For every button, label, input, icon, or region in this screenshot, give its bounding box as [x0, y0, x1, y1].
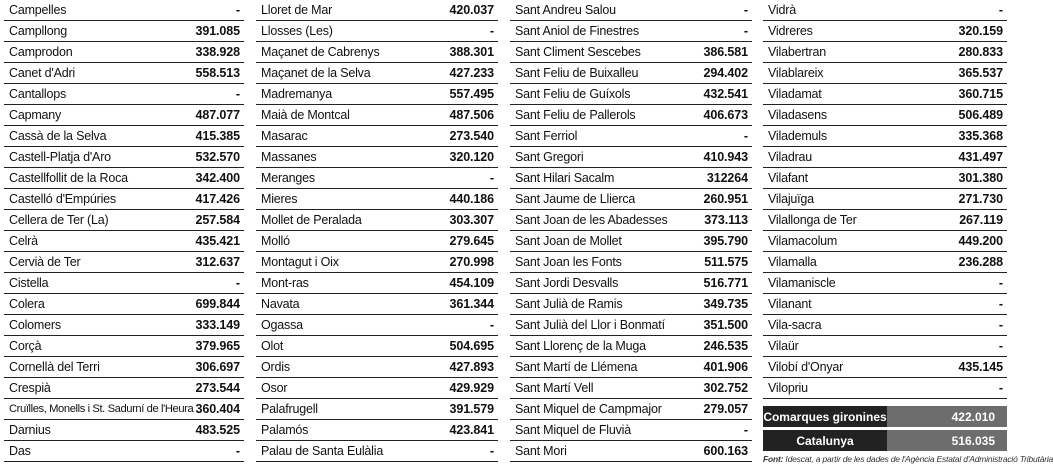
- municipality-name: Navata: [261, 297, 300, 311]
- municipality-value: 516.771: [703, 276, 748, 290]
- table-row: [763, 273, 1007, 294]
- municipality-value: 360.404: [195, 402, 240, 416]
- table-row: [256, 378, 498, 399]
- municipality-name: Montagut i Oix: [261, 255, 339, 269]
- municipality-column-4: [763, 0, 1007, 399]
- table-row: [256, 336, 498, 357]
- municipality-name: Capmany: [9, 108, 62, 122]
- municipality-value: 401.906: [703, 360, 748, 374]
- municipality-value: -: [998, 276, 1003, 290]
- municipality-name: Sant Mori: [515, 444, 567, 458]
- municipality-name: Llosses (Les): [261, 24, 333, 38]
- municipality-value: -: [235, 276, 240, 290]
- table-row: [4, 441, 244, 462]
- table-row: [763, 168, 1007, 189]
- table-row: [510, 357, 752, 378]
- table-row: [763, 210, 1007, 231]
- municipality-value: 279.057: [703, 402, 748, 416]
- municipality-name: Maçanet de la Selva: [261, 66, 371, 80]
- municipality-name: Cantallops: [9, 87, 67, 101]
- municipality-value: 449.200: [958, 234, 1003, 248]
- municipality-column-2: [256, 0, 498, 462]
- municipality-name: Vilabertran: [768, 45, 827, 59]
- municipality-name: Palafrugell: [261, 402, 318, 416]
- municipality-value: 423.841: [449, 423, 494, 437]
- table-row: [4, 21, 244, 42]
- municipality-name: Sant Joan les Fonts: [515, 255, 622, 269]
- municipality-value: 417.426: [195, 192, 240, 206]
- table-row: [763, 126, 1007, 147]
- table-row: [256, 252, 498, 273]
- table-row: [510, 399, 752, 420]
- table-row: [256, 231, 498, 252]
- table-row: [510, 420, 752, 441]
- municipality-value: -: [998, 3, 1003, 17]
- table-row: [4, 378, 244, 399]
- table-row: [4, 252, 244, 273]
- municipality-name: Sant Ferriol: [515, 129, 578, 143]
- table-row: [763, 21, 1007, 42]
- municipality-name: Vilablareix: [768, 66, 824, 80]
- municipality-value: 487.506: [449, 108, 494, 122]
- municipality-name: Maià de Montcal: [261, 108, 350, 122]
- table-row: [4, 273, 244, 294]
- municipality-name: Ogassa: [261, 318, 303, 332]
- table-row: [763, 63, 1007, 84]
- municipality-value: 267.119: [959, 213, 1003, 227]
- table-row: [763, 252, 1007, 273]
- municipality-value: 246.535: [703, 339, 748, 353]
- municipality-value: 429.929: [449, 381, 494, 395]
- table-row: [763, 84, 1007, 105]
- table-row: [4, 315, 244, 336]
- municipality-value: 391.579: [449, 402, 494, 416]
- municipality-value: -: [743, 423, 748, 437]
- municipality-name: Sant Miquel de Campmajor: [515, 402, 662, 416]
- municipality-value: -: [489, 444, 494, 458]
- municipality-name: Das: [9, 444, 31, 458]
- municipality-value: 257.584: [195, 213, 240, 227]
- municipality-name: Cruïlles, Monells i St. Sadurní de l'Heura: [9, 403, 194, 415]
- municipality-name: Celrà: [9, 234, 38, 248]
- municipality-value: -: [998, 381, 1003, 395]
- table-row: [763, 42, 1007, 63]
- table-row: [256, 210, 498, 231]
- municipality-name: Sant Jaume de Llierca: [515, 192, 636, 206]
- municipality-name: Cistella: [9, 276, 49, 290]
- municipality-name: Viladasens: [768, 108, 827, 122]
- municipality-value: -: [998, 297, 1003, 311]
- municipality-name: Vilaür: [768, 339, 799, 353]
- summary-value: 516.035: [887, 430, 1007, 451]
- table-row: [4, 126, 244, 147]
- source-prefix: Font:: [763, 454, 784, 464]
- municipality-name: Vilamalla: [768, 255, 817, 269]
- municipality-value: 301.380: [958, 171, 1003, 185]
- municipality-name: Vilafant: [768, 171, 808, 185]
- municipality-value: -: [235, 3, 240, 17]
- municipality-value: 273.544: [195, 381, 240, 395]
- municipality-value: -: [998, 339, 1003, 353]
- table-row: [510, 21, 752, 42]
- table-row: [510, 273, 752, 294]
- municipality-value: 532.570: [195, 150, 240, 164]
- municipality-value: 312264: [706, 171, 748, 185]
- table-row: [256, 147, 498, 168]
- table-row: [4, 42, 244, 63]
- municipality-name: Sant Hilari Sacalm: [515, 171, 615, 185]
- municipality-value: 260.951: [703, 192, 748, 206]
- municipality-name: Osor: [261, 381, 288, 395]
- table-row: [256, 168, 498, 189]
- municipality-value: 427.233: [449, 66, 494, 80]
- table-row: [510, 84, 752, 105]
- municipality-name: Cervià de Ter: [9, 255, 81, 269]
- municipality-name: Vilamacolum: [768, 234, 838, 248]
- municipality-name: Sant Feliu de Pallerols: [515, 108, 636, 122]
- municipality-name: Sant Joan de les Abadesses: [515, 213, 668, 227]
- municipality-value: 303.307: [449, 213, 494, 227]
- table-row: [256, 105, 498, 126]
- table-row: [510, 168, 752, 189]
- municipality-value: 487.077: [195, 108, 240, 122]
- municipality-name: Canet d'Adri: [9, 66, 75, 80]
- municipality-value: 511.575: [704, 255, 748, 269]
- municipality-name: Molló: [261, 234, 290, 248]
- table-row: [763, 294, 1007, 315]
- municipality-name: Vidreres: [768, 24, 813, 38]
- municipality-name: Sant Martí de Llémena: [515, 360, 638, 374]
- table-row: [763, 336, 1007, 357]
- municipality-name: Campllong: [9, 24, 67, 38]
- municipality-name: Sant Jordi Desvalls: [515, 276, 619, 290]
- municipality-value: 360.715: [958, 87, 1003, 101]
- summary-row-catalunya: [763, 430, 1007, 451]
- table-row: [4, 147, 244, 168]
- municipality-value: -: [743, 129, 748, 143]
- municipality-name: Cornellà del Terri: [9, 360, 100, 374]
- table-row: [4, 357, 244, 378]
- table-row: [256, 126, 498, 147]
- municipality-name: Sant Climent Sescebes: [515, 45, 641, 59]
- municipality-value: 395.790: [703, 234, 748, 248]
- municipality-value: 279.645: [449, 234, 494, 248]
- source-text: Idescat, a partir de les dades de l'Agència Estatal d'Administració Tributària: [785, 454, 1053, 464]
- table-row: [256, 42, 498, 63]
- municipality-name: Camprodon: [9, 45, 73, 59]
- table-row: [510, 378, 752, 399]
- municipality-value: 273.540: [449, 129, 494, 143]
- municipality-name: Colera: [9, 297, 45, 311]
- municipality-name: Corçà: [9, 339, 42, 353]
- municipality-value: 432.541: [703, 87, 748, 101]
- table-row: [510, 231, 752, 252]
- table-row: [4, 210, 244, 231]
- municipality-name: Campelles: [9, 3, 67, 17]
- municipality-value: 294.402: [703, 66, 748, 80]
- table-row: [256, 63, 498, 84]
- table-row: [256, 315, 498, 336]
- table-row: [4, 336, 244, 357]
- municipality-name: Vilallonga de Ter: [768, 213, 857, 227]
- table-row: [256, 420, 498, 441]
- municipality-name: Massanes: [261, 150, 317, 164]
- municipality-name: Cassà de la Selva: [9, 129, 107, 143]
- municipality-value: 506.489: [958, 108, 1003, 122]
- source-note: [763, 454, 1053, 464]
- municipality-name: Castelló d'Empúries: [9, 192, 116, 206]
- table-row: [510, 105, 752, 126]
- table-row: [510, 63, 752, 84]
- table-row: [4, 168, 244, 189]
- municipality-name: Viladrau: [768, 150, 813, 164]
- table-row: [256, 21, 498, 42]
- municipality-name: Vilobí d'Onyar: [768, 360, 844, 374]
- summary-label: Catalunya: [763, 430, 887, 451]
- municipality-name: Sant Martí Vell: [515, 381, 594, 395]
- municipality-name: Sant Julià de Ramis: [515, 297, 623, 311]
- municipality-name: Ordis: [261, 360, 290, 374]
- table-row: [763, 231, 1007, 252]
- municipality-name: Colomers: [9, 318, 61, 332]
- table-row: [4, 0, 244, 21]
- municipality-name: Sant Joan de Mollet: [515, 234, 622, 248]
- municipality-value: 435.145: [958, 360, 1003, 374]
- municipality-column-1: [4, 0, 244, 462]
- municipality-value: -: [489, 171, 494, 185]
- municipality-value: 427.893: [449, 360, 494, 374]
- table-row: [510, 441, 752, 462]
- municipality-name: Vilademuls: [768, 129, 827, 143]
- table-row: [256, 189, 498, 210]
- municipality-value: 391.085: [195, 24, 240, 38]
- municipality-name: Sant Llorenç de la Muga: [515, 339, 646, 353]
- table-row: [763, 315, 1007, 336]
- table-row: [763, 105, 1007, 126]
- table-row: [4, 84, 244, 105]
- table-row: [510, 0, 752, 21]
- municipality-value: 440.186: [449, 192, 494, 206]
- municipality-value: -: [235, 444, 240, 458]
- municipality-name: Vila-sacra: [768, 318, 822, 332]
- table-row: [256, 357, 498, 378]
- municipality-value: 320.120: [449, 150, 494, 164]
- municipality-value: 351.500: [703, 318, 748, 332]
- municipality-value: -: [743, 24, 748, 38]
- municipality-value: 312.637: [195, 255, 240, 269]
- municipality-value: 335.368: [958, 129, 1003, 143]
- table-row: [510, 336, 752, 357]
- table-row: [763, 357, 1007, 378]
- municipality-value: 435.421: [195, 234, 240, 248]
- municipality-value: 410.943: [703, 150, 748, 164]
- municipality-name: Sant Andreu Salou: [515, 3, 616, 17]
- municipality-value: 365.537: [958, 66, 1003, 80]
- summary-label: Comarques gironines: [763, 406, 887, 427]
- municipality-value: 306.697: [195, 360, 240, 374]
- municipality-value: 600.163: [703, 444, 748, 458]
- municipality-value: -: [489, 24, 494, 38]
- municipality-value: 386.581: [703, 45, 748, 59]
- municipality-name: Maçanet de Cabrenys: [261, 45, 380, 59]
- municipality-value: 431.497: [958, 150, 1003, 164]
- table-row: [763, 147, 1007, 168]
- municipality-value: 420.037: [449, 3, 494, 17]
- municipality-value: 557.495: [449, 87, 494, 101]
- municipality-name: Vilopriu: [768, 381, 808, 395]
- municipality-value: 406.673: [703, 108, 748, 122]
- municipality-value: 270.998: [449, 255, 494, 269]
- municipality-name: Sant Aniol de Finestres: [515, 24, 639, 38]
- municipality-value: -: [998, 318, 1003, 332]
- municipality-name: Lloret de Mar: [261, 3, 333, 17]
- summary-row-comarques: [763, 406, 1007, 427]
- municipality-name: Sant Julià del Llor i Bonmatí: [515, 318, 665, 332]
- municipality-name: Sant Feliu de Guíxols: [515, 87, 631, 101]
- municipality-value: 349.735: [703, 297, 748, 311]
- table-row: [510, 210, 752, 231]
- municipality-name: Madremanya: [261, 87, 332, 101]
- municipality-name: Masarac: [261, 129, 308, 143]
- table-row: [4, 420, 244, 441]
- municipality-name: Cellera de Ter (La): [9, 213, 109, 227]
- municipality-name: Vilanant: [768, 297, 812, 311]
- municipality-name: Mollet de Peralada: [261, 213, 362, 227]
- table-row: [4, 399, 244, 420]
- table-row: [510, 189, 752, 210]
- municipality-value: 558.513: [195, 66, 240, 80]
- table-row: [256, 273, 498, 294]
- municipality-value: 302.752: [703, 381, 748, 395]
- municipality-name: Sant Gregori: [515, 150, 584, 164]
- municipality-value: 483.525: [195, 423, 240, 437]
- table-row: [510, 42, 752, 63]
- municipality-column-3: [510, 0, 752, 462]
- table-row: [510, 147, 752, 168]
- table-row: [763, 0, 1007, 21]
- table-row: [510, 126, 752, 147]
- municipality-value: -: [489, 318, 494, 332]
- municipality-value: 236.288: [958, 255, 1003, 269]
- municipality-value: 699.844: [195, 297, 240, 311]
- table-row: [510, 294, 752, 315]
- table-row: [256, 441, 498, 462]
- municipality-name: Vidrà: [768, 3, 796, 17]
- municipality-value: 415.385: [195, 129, 240, 143]
- municipality-name: Darnius: [9, 423, 51, 437]
- municipality-name: Sant Feliu de Buixalleu: [515, 66, 639, 80]
- table-row: [4, 63, 244, 84]
- municipality-name: Crespià: [9, 381, 51, 395]
- table-row: [4, 231, 244, 252]
- municipality-value: 271.730: [958, 192, 1003, 206]
- table-row: [763, 378, 1007, 399]
- municipality-name: Mont-ras: [261, 276, 309, 290]
- municipality-name: Meranges: [261, 171, 315, 185]
- municipality-value: 361.344: [449, 297, 494, 311]
- municipality-value: 342.400: [195, 171, 240, 185]
- table-row: [256, 294, 498, 315]
- table-row: [4, 189, 244, 210]
- table-row: [256, 399, 498, 420]
- municipality-value: 280.833: [958, 45, 1003, 59]
- table-row: [510, 315, 752, 336]
- table-row: [256, 0, 498, 21]
- municipality-name: Viladamat: [768, 87, 822, 101]
- municipality-value: 333.149: [195, 318, 240, 332]
- municipality-name: Castellfollit de la Roca: [9, 171, 128, 185]
- municipality-name: Vilamaniscle: [768, 276, 836, 290]
- table-row: [510, 252, 752, 273]
- municipality-name: Olot: [261, 339, 284, 353]
- municipality-value: 504.695: [449, 339, 494, 353]
- municipality-value: 454.109: [449, 276, 494, 290]
- municipality-name: Mieres: [261, 192, 298, 206]
- table-row: [763, 189, 1007, 210]
- summary-value: 422.010: [887, 406, 1007, 427]
- table-row: [4, 105, 244, 126]
- municipality-value: 379.965: [195, 339, 240, 353]
- municipality-value: -: [743, 3, 748, 17]
- municipality-value: 338.928: [195, 45, 240, 59]
- table-row: [4, 294, 244, 315]
- municipality-value: 320.159: [958, 24, 1003, 38]
- table-row: [256, 84, 498, 105]
- municipality-name: Castell-Platja d'Aro: [9, 150, 111, 164]
- municipality-name: Sant Miquel de Fluvià: [515, 423, 632, 437]
- municipality-value: 373.113: [704, 213, 748, 227]
- municipality-value: -: [235, 87, 240, 101]
- municipality-name: Vilajuïga: [768, 192, 814, 206]
- municipality-value: 388.301: [449, 45, 494, 59]
- municipality-name: Palau de Santa Eulàlia: [261, 444, 384, 458]
- municipality-name: Palamós: [261, 423, 309, 437]
